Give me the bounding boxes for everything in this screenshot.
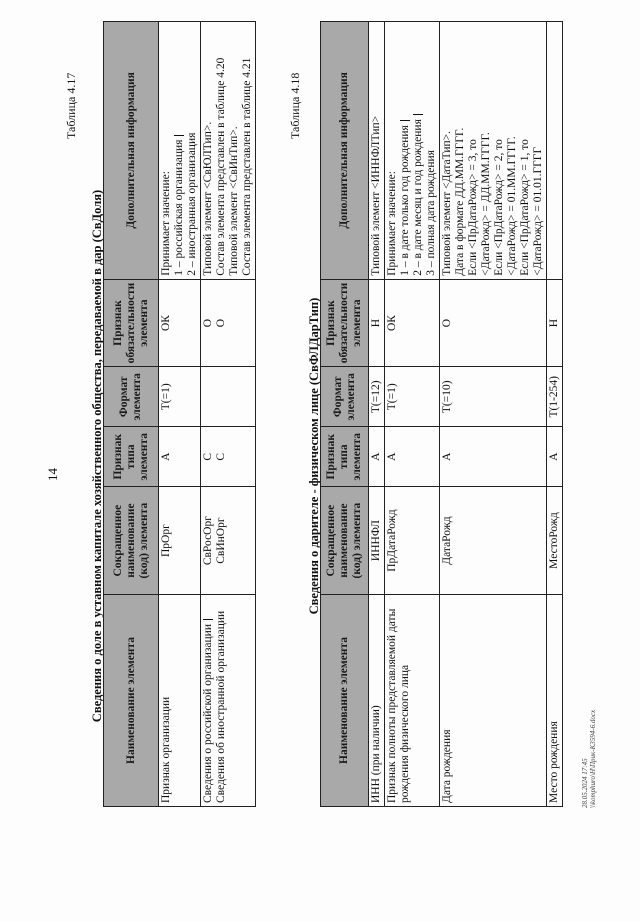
table1-header: Формат элемента: [104, 367, 159, 427]
table1-header: Признак обязательности элемента: [104, 279, 159, 367]
table1-header: Сокращенное наименование (код) элемента: [104, 487, 159, 595]
table1: [103, 21, 256, 807]
cell-required: Н: [369, 279, 385, 367]
table2-header: Наименование элемента: [321, 594, 369, 806]
cell-code: ДатаРожд: [440, 487, 547, 595]
cell-info: Типовой элемент <СвЮЛТип>. Состав элемента представлен в таблице 4.20 Типовой элемент <СвИнТип>. Состав элемента представлен в таблице 4.21: [201, 22, 256, 280]
cell-name: Признак полноты представляемой даты рождения физического лица: [385, 594, 440, 806]
cell-name: Дата рождения: [440, 594, 547, 806]
cell-type: А: [385, 427, 440, 487]
info-line: Принимает значение:: [160, 171, 172, 276]
cell-code: СвРосОрг СвИнОрг: [201, 487, 256, 595]
table2: [320, 21, 563, 807]
cell-format: T(=12): [369, 367, 385, 427]
cell-code: ИННФЛ: [369, 487, 385, 595]
cell-required: О: [440, 279, 547, 367]
cell-type: А: [159, 427, 201, 487]
footer-path: \\komphuro\Н\Прик-К3594-6.docx: [589, 709, 597, 808]
sidebar-mark: [413, 114, 423, 115]
table-row: [385, 22, 440, 807]
cell-code: ПрДатаРожд: [385, 487, 440, 595]
cell-format: T(=10): [440, 367, 547, 427]
document-footer: [581, 710, 597, 808]
cell-code: ПрОрг: [159, 487, 201, 595]
cell-type: А: [369, 427, 385, 487]
cell-info: Типовой элемент <ДатаТип>. Дата в формате ДД.ММ.ГГГГ. Если <ПрДатаРожд> = 3, то <ДатаРожд> = ДД.ММ.ГГГГ. Если <ПрДатаРожд> = 2, то <ДатаРожд> = 01.ММ.ГГГГ. Если <ПрДатаРожд> = 1, то <ДатаРожд> = 01.01.ГГГГ: [440, 22, 547, 280]
cell-info: [547, 22, 563, 280]
cell-code: МестоРожд: [547, 487, 563, 595]
table-row: [369, 22, 385, 807]
cell-type: С С: [201, 427, 256, 487]
sidebar-mark: [203, 619, 213, 620]
table1-header-row: [104, 22, 159, 807]
cell-name: Сведения о российской организации Сведения об иностранной организации: [201, 595, 256, 807]
table1-caption: Таблица 4.17: [64, 72, 78, 139]
cell-required: Н: [547, 279, 563, 367]
cell-info: [159, 22, 201, 280]
table-row: [201, 22, 256, 807]
cell-name: Место рождения: [547, 594, 563, 806]
table2-header-row: [321, 22, 369, 807]
cell-format: T(=1): [159, 367, 201, 427]
sidebar-mark: [400, 120, 410, 121]
table-row: [547, 22, 563, 807]
table1-title: Сведения о доле в уставном капитале хозяйственного общества, передаваемой в дар (СвДоля): [90, 189, 104, 723]
table2-caption: Таблица 4.18: [288, 72, 302, 139]
cell-required: О О: [201, 279, 256, 367]
table2-title: Сведения о дарителе - физическом лице (СвФЛДарТип): [307, 297, 321, 615]
table1-header: Дополнительная информация: [104, 22, 159, 280]
info-line: 2 – иностранная организация: [186, 132, 198, 276]
cell-info: Типовой элемент <ИННФЛТип>: [369, 22, 385, 280]
cell-type: А: [547, 427, 563, 487]
table2-header: Сокращенное наименование (код) элемента: [321, 487, 369, 595]
cell-name: ИНН (при наличии): [369, 594, 385, 806]
table2-header: Дополнительная информация: [321, 22, 369, 280]
cell-required: ОК: [159, 279, 201, 367]
cell-type: А: [440, 427, 547, 487]
footer-date: 28.05.2024 17:45: [581, 758, 589, 808]
sidebar-mark: [174, 135, 184, 136]
info-line: 1 – российская организация: [173, 25, 186, 276]
table-row: [440, 22, 547, 807]
cell-required: ОК: [385, 279, 440, 367]
table1-header: Наименование элемента: [104, 595, 159, 807]
table1-header: Признак типа элемента: [104, 427, 159, 487]
cell-format: T(1-254): [547, 367, 563, 427]
table-row: [159, 22, 201, 807]
cell-info: Принимает значение: 1 – в дате только год рождения 2 – в дате месяц и год рождения 3 – полная дата рождения: [385, 22, 440, 280]
table2-header: Формат элемента: [321, 367, 369, 427]
page-number: 14: [45, 468, 60, 481]
table2-header: Признак типа элемента: [321, 427, 369, 487]
table2-header: Признак обязательности элемента: [321, 279, 369, 367]
cell-format: T(=1): [385, 367, 440, 427]
cell-name: Признак организации: [159, 595, 201, 807]
cell-format: [201, 367, 256, 427]
